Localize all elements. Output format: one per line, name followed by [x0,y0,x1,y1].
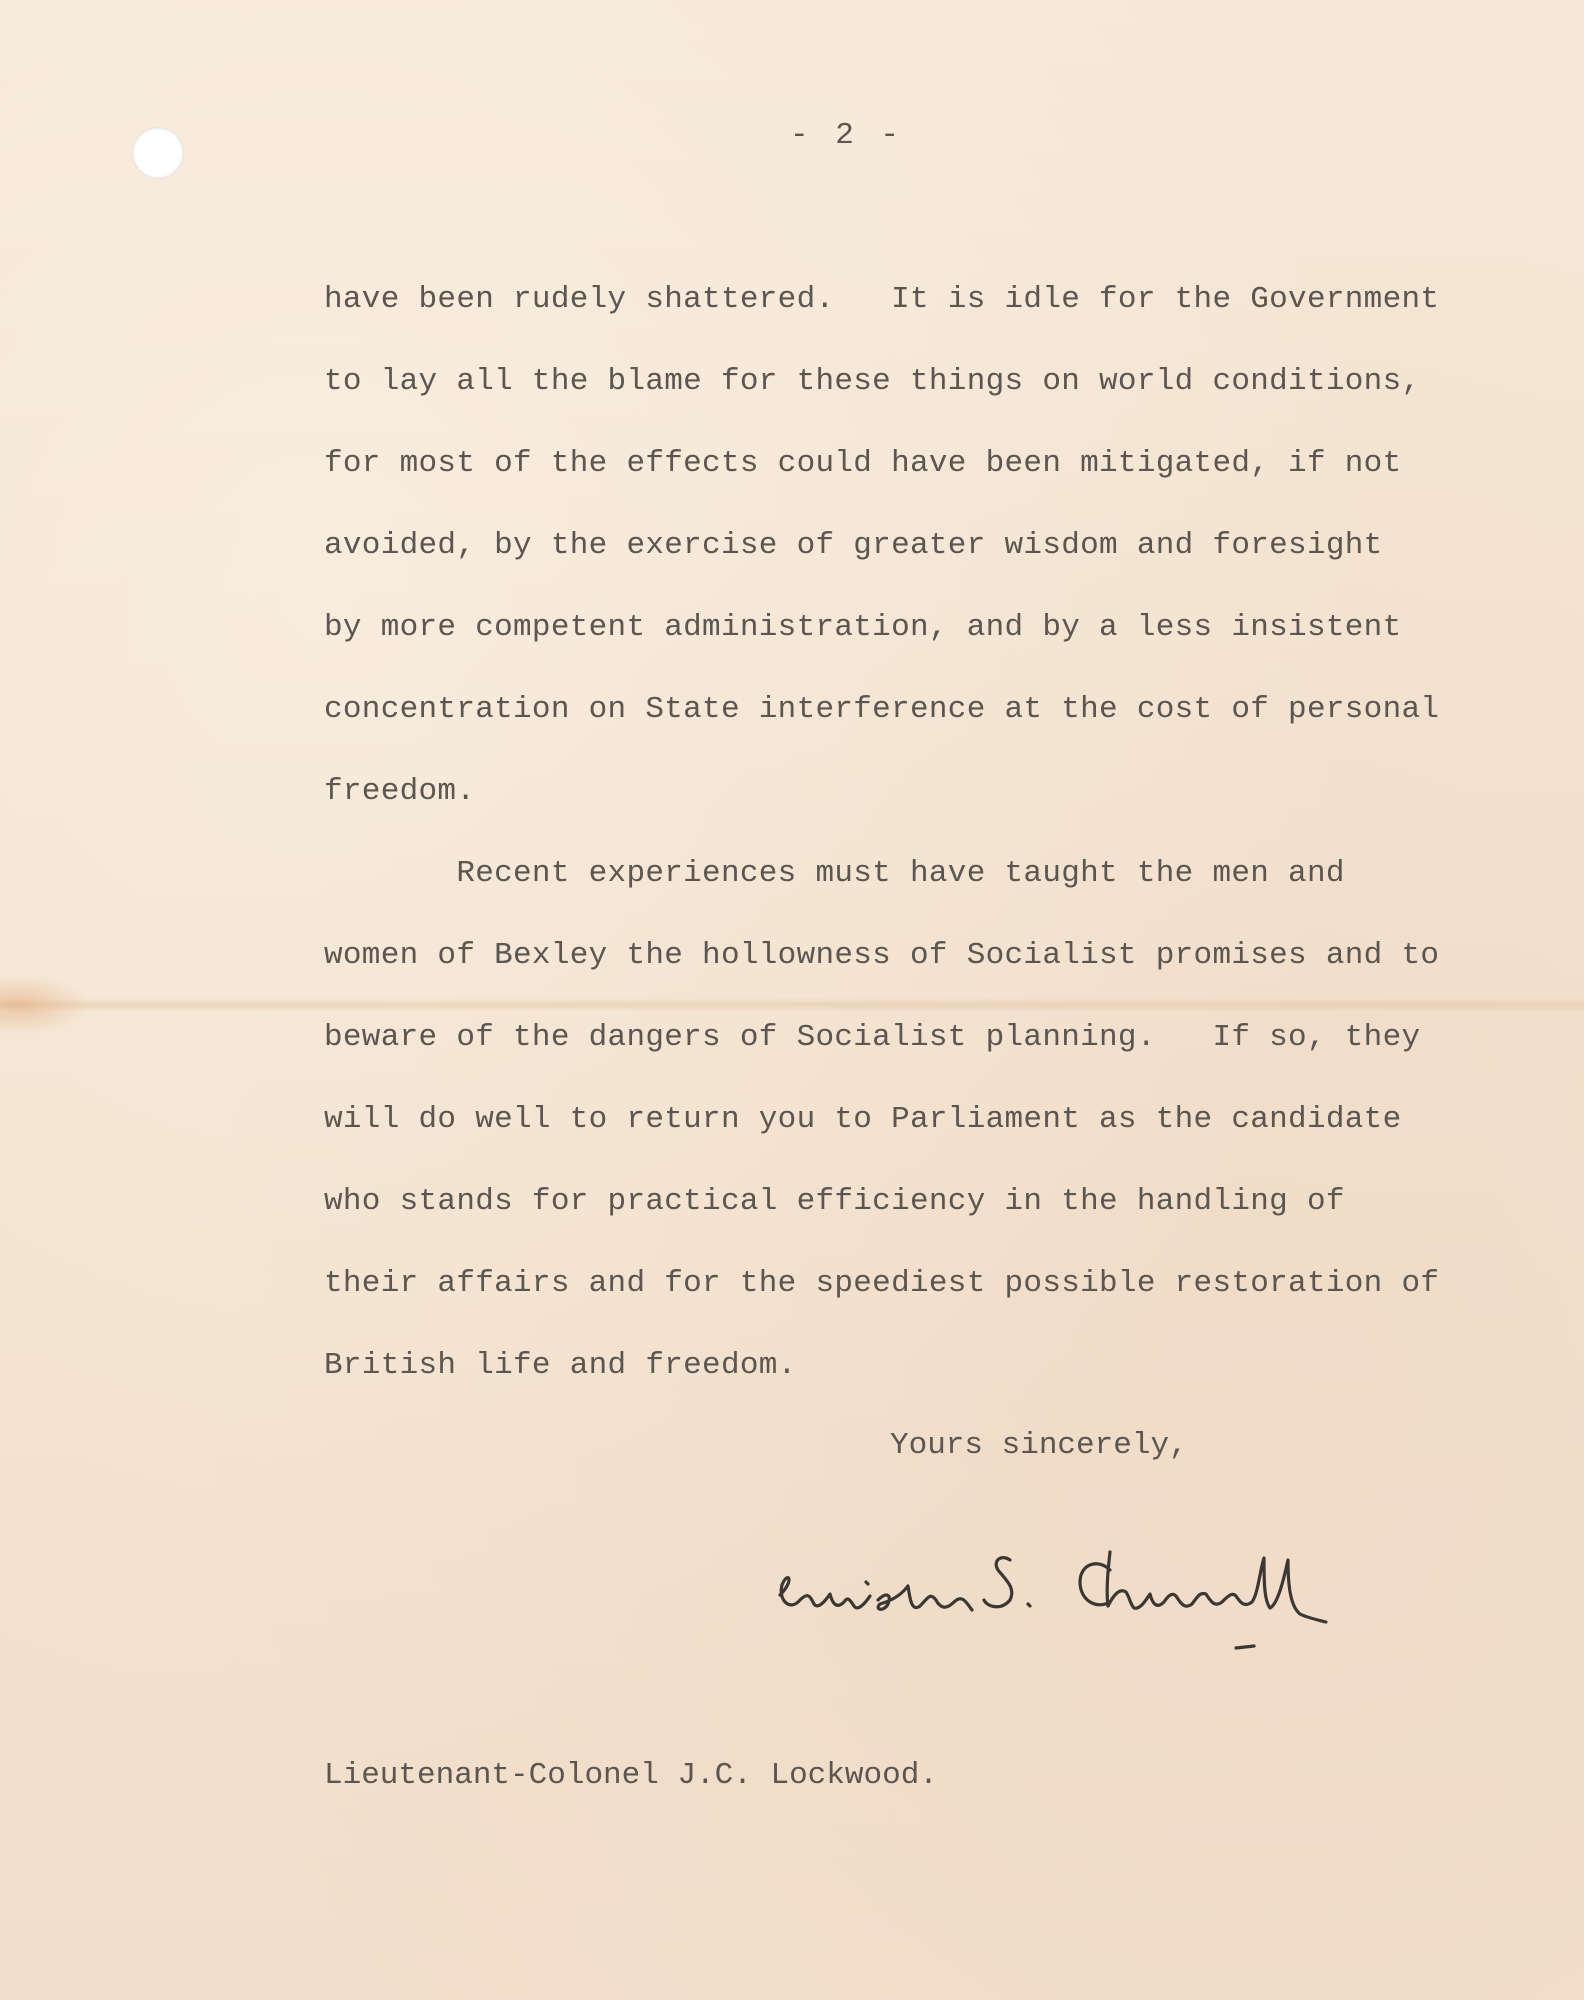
body-line-14: British life and freedom. [324,1348,797,1383]
body-line-4: avoided, by the exercise of greater wisdom and foresight [324,528,1383,563]
handwritten-signature [770,1530,1400,1700]
punch-hole [132,127,184,179]
paper-fold-crease [0,998,1584,1012]
paper-stain [0,975,90,1035]
addressee-name: Lieutenant-Colonel J.C. Lockwood. [324,1758,938,1793]
body-line-1: have been rudely shattered. It is idle for the Government [324,282,1440,317]
body-line-3: for most of the effects could have been mitigated, if not [324,446,1402,481]
body-line-10: beware of the dangers of Socialist planning. If so, they [324,1020,1421,1055]
body-line-8: Recent experiences must have taught the men and [324,856,1345,891]
body-line-2: to lay all the blame for these things on world conditions, [324,364,1421,399]
body-line-11: will do well to return you to Parliament as the candidate [324,1102,1402,1137]
body-line-7: freedom. [324,774,476,809]
closing-salutation: Yours sincerely, [890,1428,1188,1463]
body-line-12: who stands for practical efficiency in the handling of [324,1184,1345,1219]
body-line-13: their affairs and for the speediest possible restoration of [324,1266,1440,1301]
page-number: - 2 - [790,118,904,153]
body-line-5: by more competent administration, and by a less insistent [324,610,1402,645]
body-line-6: concentration on State interference at the cost of personal [324,692,1440,727]
body-line-9: women of Bexley the hollowness of Socialist promises and to [324,938,1440,973]
